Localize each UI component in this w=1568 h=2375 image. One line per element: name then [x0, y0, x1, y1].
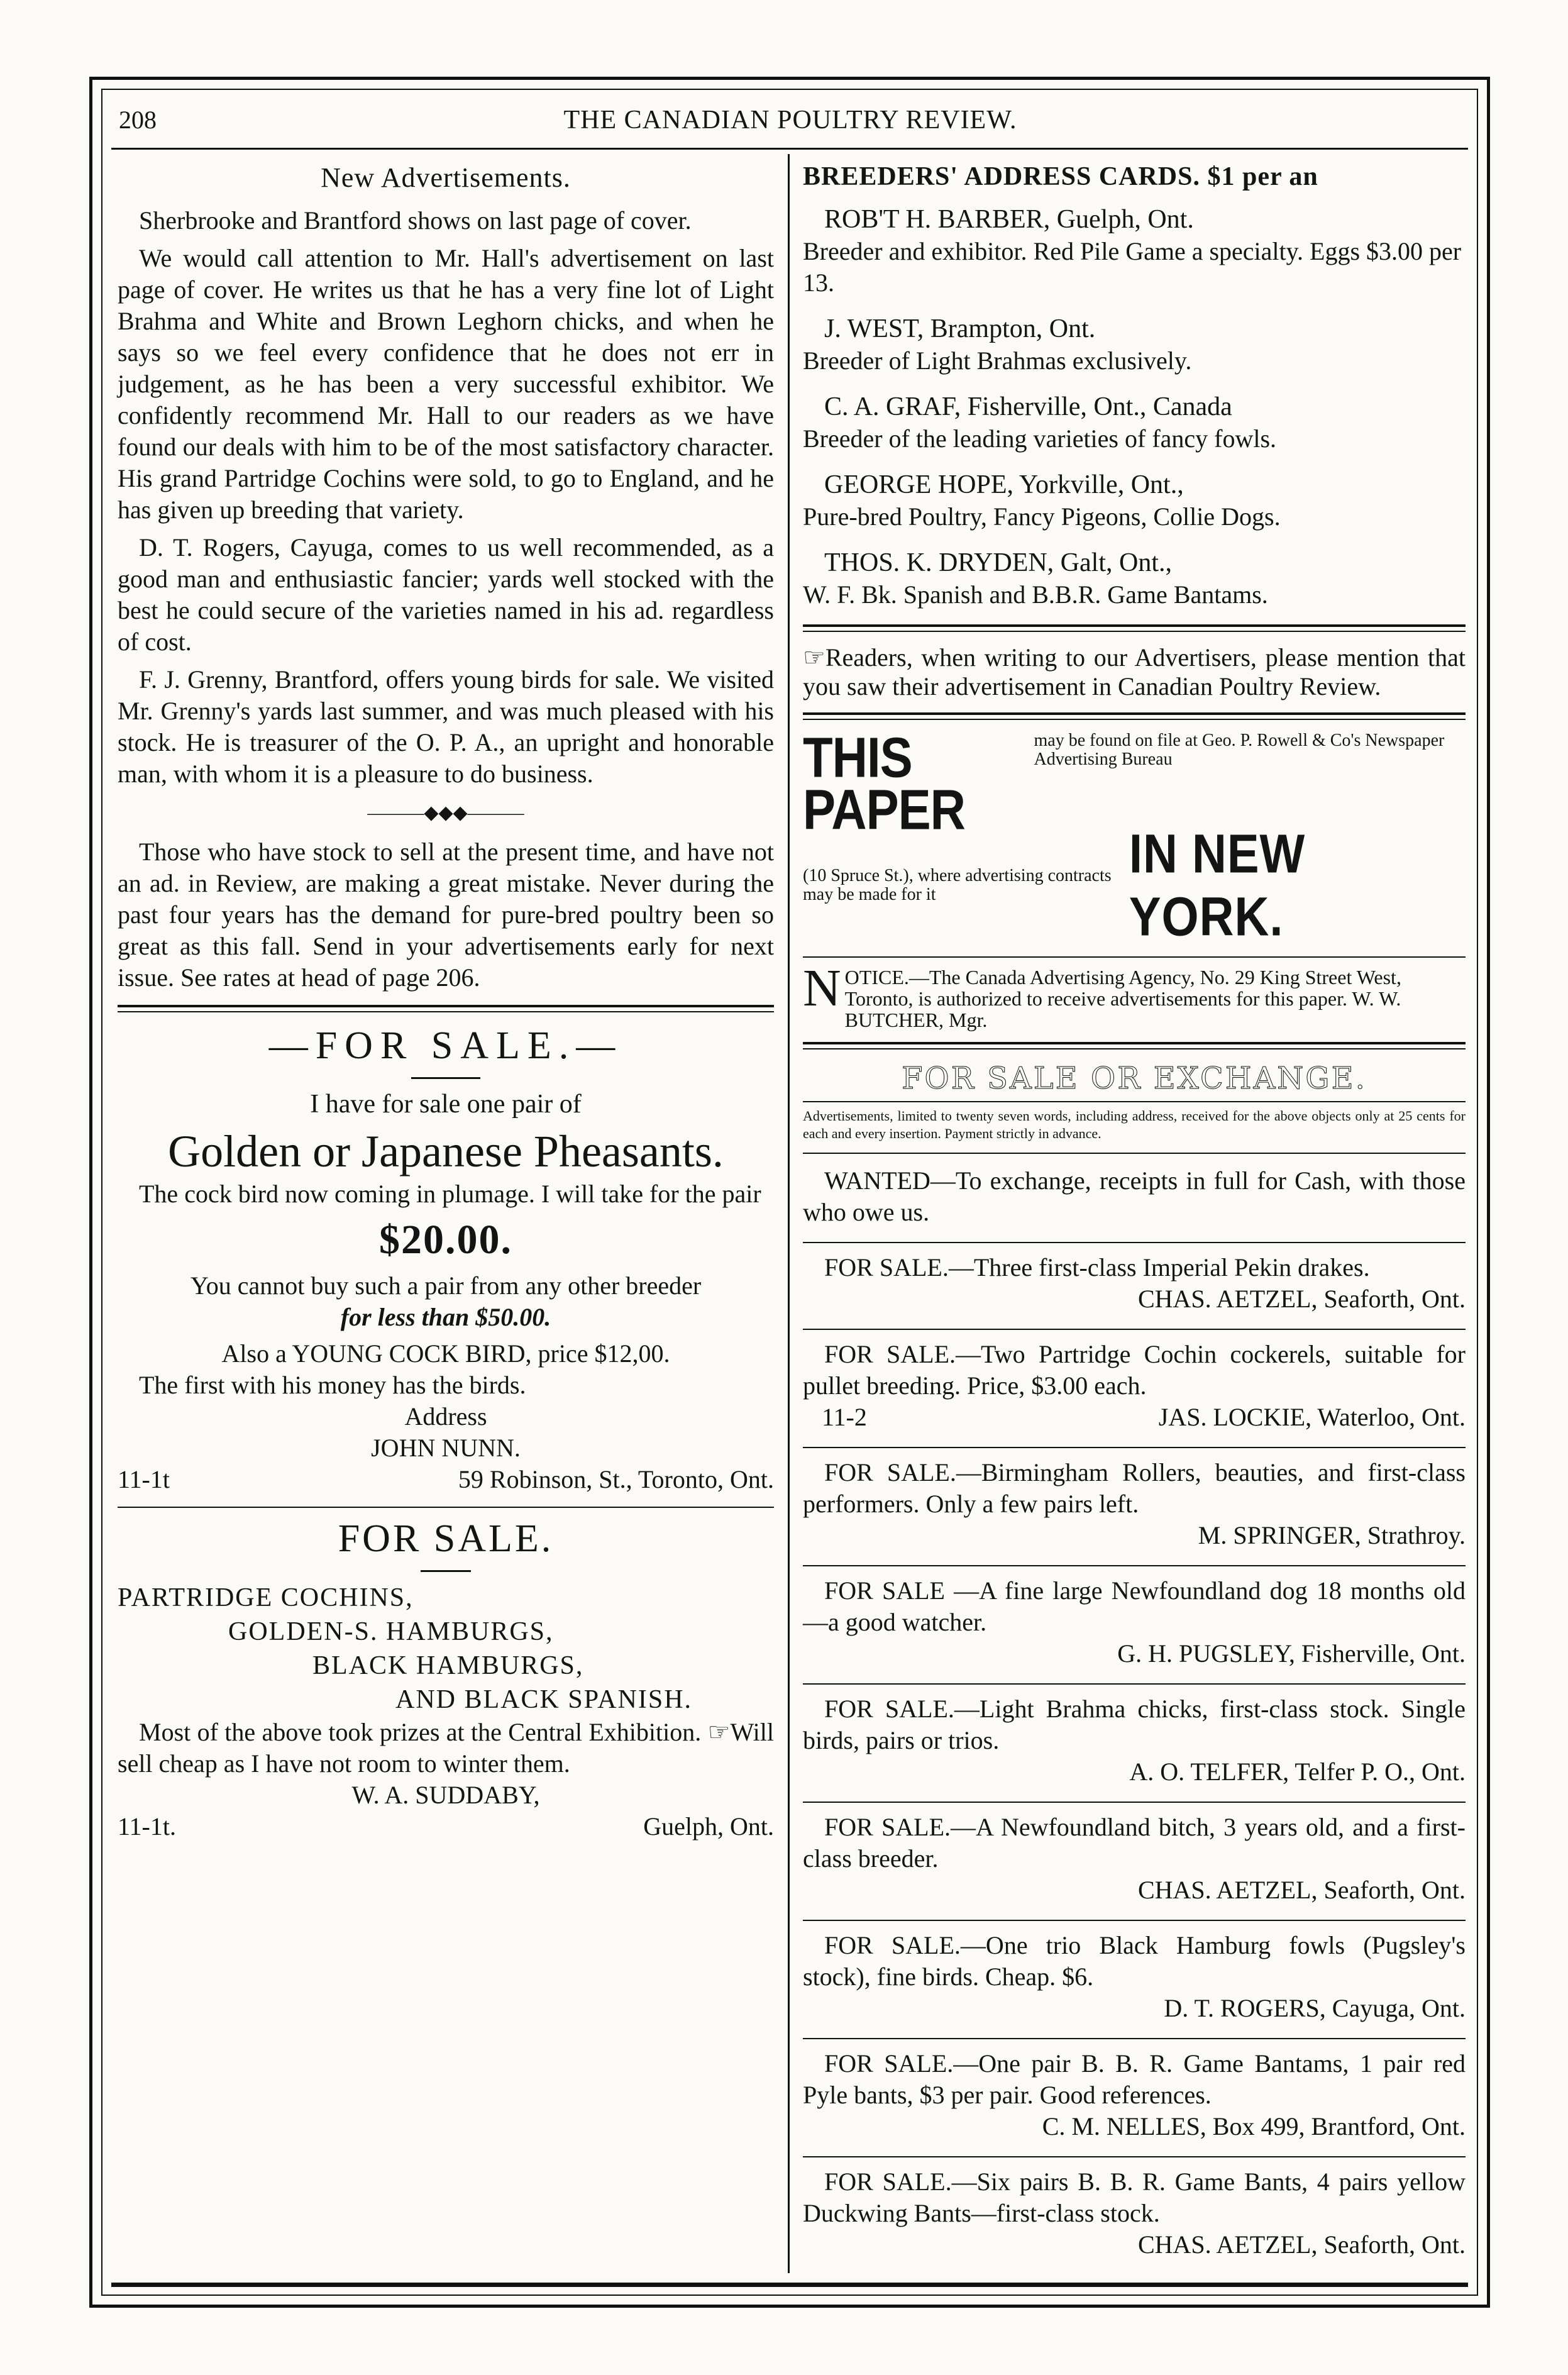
classified-ad	[803, 2048, 1466, 2142]
for-sale-2-body: Most of the above took prizes at the Central Exhibition. ☞Will sell cheap as I have not room to winter them.	[118, 1718, 774, 1778]
classified-ad	[803, 1930, 1466, 2024]
for-sale-1-intro: I have for sale one pair of	[310, 1090, 582, 1119]
for-sale-1-street: 59 Robinson, St., Toronto, Ont.	[458, 1465, 774, 1493]
for-sale-2-line4: AND BLACK SPANISH.	[395, 1685, 693, 1714]
classified-sig: C. M. NELLES, Box 499, Brantford, Ont.	[1042, 2112, 1466, 2140]
classified-text: FOR SALE.—A Newfoundland bitch, 3 years old, and a first-class breeder.	[803, 1813, 1466, 1873]
classified-rule	[803, 1802, 1466, 1803]
page-number: 208	[119, 106, 157, 134]
breeder-card-head: GEORGE HOPE, Yorkville, Ont.,	[824, 470, 1184, 499]
short-rule	[421, 1570, 471, 1572]
for-sale-1-line3: Also a YOUNG COCK BIRD, price $12,00.	[221, 1339, 670, 1368]
classified-code: 11-2	[822, 1403, 867, 1431]
classified-ad	[803, 1252, 1466, 1315]
for-sale-1-address-label: Address	[404, 1402, 487, 1431]
section-rule	[803, 624, 1466, 632]
classified-rule	[803, 2156, 1466, 2157]
classified-sig: D. T. ROGERS, Cayuga, Ont.	[1164, 1994, 1466, 2022]
for-sale-1-line1: The cock bird now coming in plumage. I will take for the pair	[139, 1180, 761, 1208]
classified-text: FOR SALE.—Light Brahma chicks, first-class stock. Single birds, pairs or trios.	[803, 1695, 1466, 1754]
for-sale-2-code: 11-1t.	[118, 1812, 176, 1841]
for-sale-1-line2a: You cannot buy such a pair from any other breeder	[190, 1271, 702, 1300]
classified-text: FOR SALE.—One pair B. B. R. Game Bantams, 1 pair red Pyle bants, $3 per pair. Good references.	[803, 2049, 1466, 2109]
for-sale-1-headline: Golden or Japanese Pheasants.	[168, 1126, 724, 1176]
section-rule	[803, 956, 1466, 958]
bottom-rule	[111, 2283, 1468, 2287]
section-rule	[118, 1507, 774, 1508]
notice-block	[803, 959, 1466, 1031]
journal-title: THE CANADIAN POULTRY REVIEW.	[563, 106, 1017, 135]
classified-text: FOR SALE.—Two Partridge Cochin cockerels, suitable for pullet breeding. Price, $3.00 each.	[803, 1340, 1466, 1400]
classified-ad	[803, 2166, 1466, 2261]
fse-title: FOR SALE OR EXCHANGE.	[902, 1061, 1367, 1096]
classified-rule	[803, 1683, 1466, 1685]
breeder-card	[803, 313, 1466, 377]
this-paper-ad	[803, 725, 1466, 841]
classified-sig: CHAS. AETZEL, Seaforth, Ont.	[1137, 1285, 1466, 1313]
right-column	[803, 162, 1466, 2274]
this-paper-big: THIS PAPER	[803, 725, 965, 841]
classified-rule	[803, 1920, 1466, 1921]
for-sale-1-name: JOHN NUNN.	[371, 1434, 521, 1462]
classified-rule	[803, 1565, 1466, 1566]
section-rule	[803, 1042, 1466, 1049]
classified-ad	[803, 1575, 1466, 1669]
section-rule	[803, 712, 1466, 720]
notice-text: OTICE.—The Canada Advertising Agency, No. 29 King Street West, Toronto, is authorized to receive advertisements for this paper. W. W. BUTCHER, Mgr.	[844, 966, 1401, 1031]
breeder-card-body: Breeder of Light Brahmas exclusively.	[803, 346, 1192, 375]
classified-text: FOR SALE.—One trio Black Hamburg fowls (Pugsley's stock), fine birds. Cheap. $6.	[803, 1931, 1466, 1991]
classified-text: WANTED—To exchange, receipts in full for Cash, with those who owe us.	[803, 1166, 1466, 1226]
classified-rule	[803, 1242, 1466, 1243]
classified-text: FOR SALE —A fine large Newfoundland dog 18 months old—a good watcher.	[803, 1576, 1466, 1636]
breeder-card-head: THOS. K. DRYDEN, Galt, Ont.,	[824, 548, 1172, 577]
ornament-divider: ———◆◆◆———	[367, 802, 524, 823]
for-sale-1-footer	[118, 1464, 774, 1495]
for-sale-2-footer	[118, 1811, 774, 1842]
classified-text: FOR SALE.—Three first-class Imperial Pekin drakes.	[824, 1253, 1370, 1282]
this-paper-ny: IN NEW YORK.	[1129, 823, 1306, 948]
for-sale-2-line3: BLACK HAMBURGS,	[312, 1651, 584, 1680]
new-ads-paragraph: Those who have stock to sell at the present time, and have not an ad. in Review, are making a great mistake. Never during the past four years has the demand for pure-bred poultry been so great as this fall. Send in your advertisements early for next issue. See rates at head of page 206.	[118, 838, 774, 992]
short-rule	[411, 1077, 480, 1079]
this-paper-small2: (10 Spruce St.), where advertising contracts may be made for it	[803, 866, 1112, 904]
new-ads-paragraph: Sherbrooke and Brantford shows on last page of cover.	[139, 206, 692, 235]
breeder-card-body: Pure-bred Poultry, Fancy Pigeons, Collie Dogs.	[803, 502, 1281, 531]
for-sale-2-line1: PARTRIDGE COCHINS,	[118, 1583, 414, 1612]
classified-text: FOR SALE.—Six pairs B. B. R. Game Bants, 4 pairs yellow Duckwing Bants—first-class stock.	[803, 2167, 1466, 2227]
classified-sig: CHAS. AETZEL, Seaforth, Ont.	[1137, 2230, 1466, 2259]
notice-initial: N	[803, 959, 841, 1017]
breeder-card-head: ROB'T H. BARBER, Guelph, Ont.	[824, 205, 1194, 234]
classified-text: FOR SALE.—Birmingham Rollers, beauties, and first-class performers. Only a few pairs left.	[803, 1458, 1466, 1518]
classified-ad	[803, 1457, 1466, 1551]
classified-sig: JAS. LOCKIE, Waterloo, Ont.	[1158, 1403, 1466, 1431]
breeders-title: BREEDERS' ADDRESS CARDS. $1 per an	[803, 162, 1318, 191]
breeder-card	[803, 390, 1466, 455]
classified-ad	[803, 1693, 1466, 1788]
breeder-card-body: Breeder of the leading varieties of fancy fowls.	[803, 424, 1277, 453]
section-rule	[118, 1005, 774, 1012]
classified-sig: A. O. TELFER, Telfer P. O., Ont.	[1129, 1758, 1466, 1786]
left-column	[118, 162, 774, 1842]
new-ads-paragraph: F. J. Grenny, Brantford, offers young birds for sale. We visited Mr. Grenny's yards last summer, and was much pleased with his stock. He is treasurer of the O. P. A., an upright and honorable man, with whom it is a pleasure to do business.	[118, 665, 774, 788]
for-sale-1-line2b: for less than $50.00.	[340, 1303, 551, 1331]
breeder-card	[803, 546, 1466, 611]
new-ads-paragraph: We would call attention to Mr. Hall's advertisement on last page of cover. He writes us that he has a very fine lot of Light Brahma and White and Brown Leghorn chicks, and when he says so we feel every confidence that he does not err in judgement, as he has been a very successful exhibitor. We confidently recommend Mr. Hall to our readers as we have found our deals with him to be of the most satisfactory character. His grand Partridge Cochins were sold, to go to England, and he has given up breeding that variety.	[118, 244, 774, 524]
section-rule	[803, 1101, 1466, 1102]
breeder-card-head: C. A. GRAF, Fisherville, Ont., Canada	[824, 392, 1232, 421]
classified-ad	[803, 1812, 1466, 1906]
for-sale-1-price: $20.00.	[379, 1217, 512, 1263]
classified-rule	[803, 1329, 1466, 1330]
classified-sig: M. SPRINGER, Strathroy.	[1198, 1521, 1466, 1549]
fse-terms: Advertisements, limited to twenty seven words, including address, received for the above objects only at 25 cents for each and every insertion. Payment strictly in advance.	[803, 1108, 1466, 1141]
breeder-card-head: J. WEST, Brampton, Ont.	[824, 314, 1096, 343]
classified-ad	[803, 1339, 1466, 1433]
section-rule	[803, 1153, 1466, 1154]
classified-rule	[803, 2038, 1466, 2039]
for-sale-1-title: —FOR SALE.—	[268, 1024, 623, 1067]
column-divider	[788, 154, 790, 2273]
for-sale-2-title: FOR SALE.	[338, 1517, 554, 1560]
for-sale-1-code: 11-1t	[118, 1465, 170, 1493]
classified-rule	[803, 1447, 1466, 1448]
breeder-card	[803, 468, 1466, 533]
classified-sig-row	[803, 1402, 1466, 1433]
this-paper-row2	[803, 823, 1466, 948]
breeder-card-body: Breeder and exhibitor. Red Pile Game a specialty. Eggs $3.00 per 13.	[803, 237, 1462, 297]
for-sale-2-line2: GOLDEN-S. HAMBURGS,	[228, 1617, 554, 1646]
for-sale-2-name: W. A. SUDDABY,	[351, 1781, 540, 1809]
new-ads-paragraph: D. T. Rogers, Cayuga, comes to us well recommended, as a good man and enthusiastic fancier; yards well stocked with the best he could secure of the varieties named in his ad. regardless of cost.	[118, 533, 774, 656]
header-rule	[111, 148, 1468, 150]
for-sale-2-town: Guelph, Ont.	[643, 1812, 774, 1841]
classified-sig: CHAS. AETZEL, Seaforth, Ont.	[1137, 1876, 1466, 1904]
breeder-card-body: W. F. Bk. Spanish and B.B.R. Game Bantams.	[803, 580, 1268, 609]
new-ads-title: New Advertisements.	[321, 162, 571, 193]
page-frame	[89, 77, 1490, 2308]
for-sale-1-line4: The first with his money has the birds.	[139, 1371, 526, 1399]
breeder-card	[803, 203, 1466, 299]
this-paper-small1: may be found on file at Geo. P. Rowell & Co's Newspaper Advertising Bureau	[1034, 731, 1445, 769]
classified-sig: G. H. PUGSLEY, Fisherville, Ont.	[1117, 1639, 1466, 1668]
classified-ad	[803, 1165, 1466, 1228]
readers-note: ☞Readers, when writing to our Advertisers, please mention that you saw their advertisement in Canadian Poultry Review.	[803, 643, 1466, 700]
